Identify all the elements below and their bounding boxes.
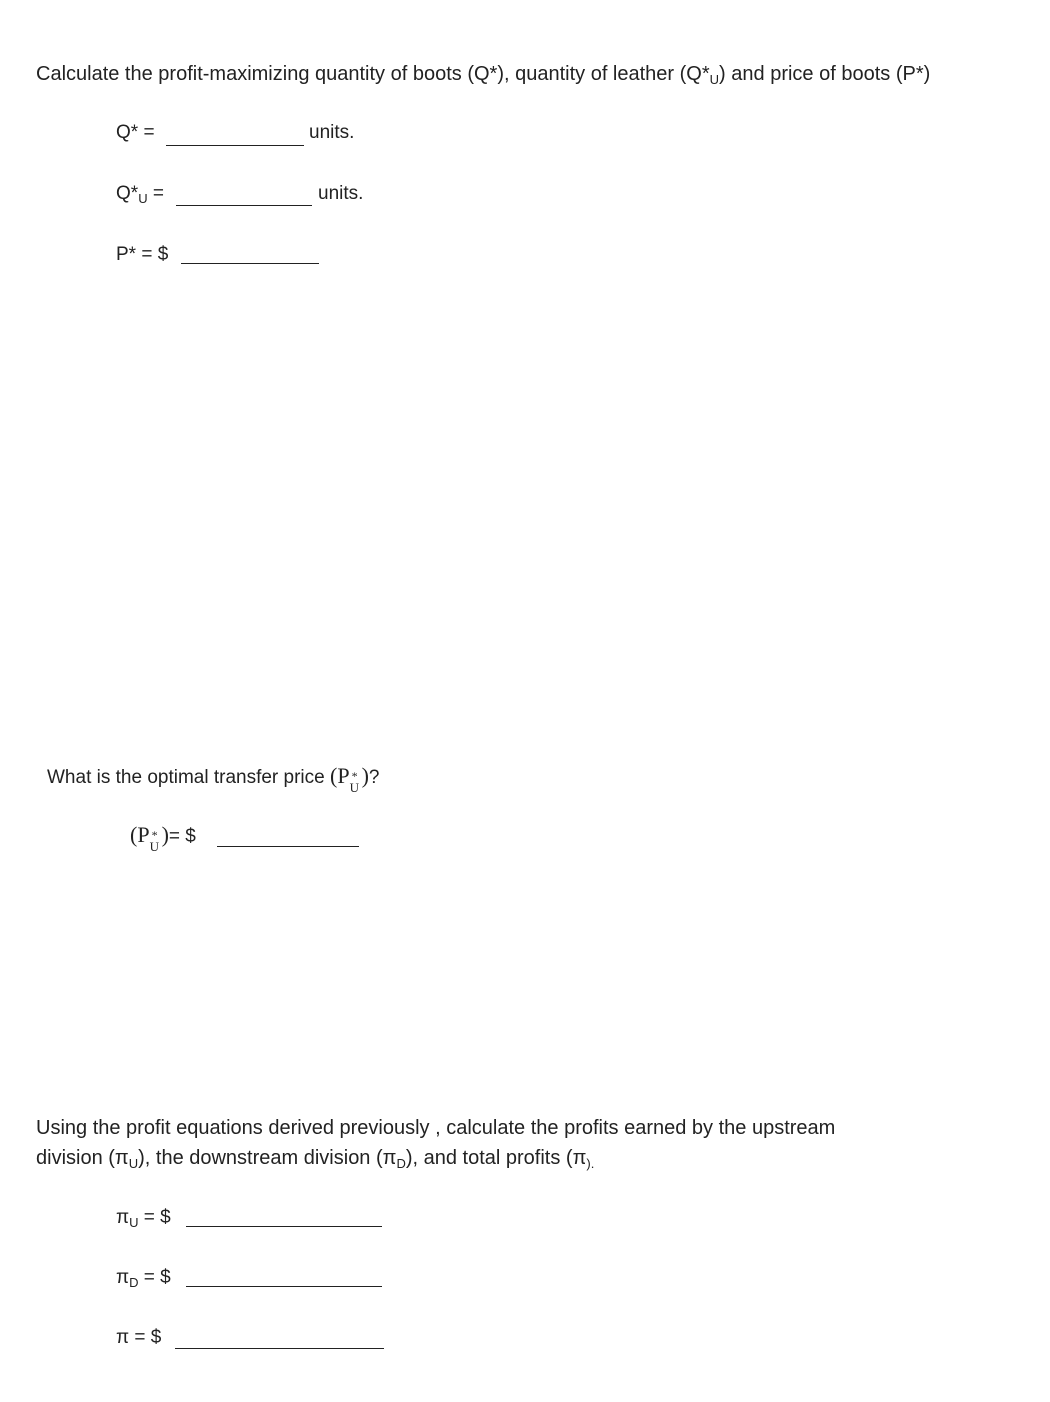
p-star-answer-blank[interactable] bbox=[181, 263, 319, 264]
q-star-units: units. bbox=[309, 122, 355, 143]
profit-total-answer-blank[interactable] bbox=[175, 1348, 384, 1349]
question-quantities: Calculate the profit-maximizing quantity of boots (Q*), quantity of leather $(Q*_U)$ and price of boots (P*) bbox=[36, 63, 931, 87]
profit-upstream-answer-blank[interactable] bbox=[186, 1226, 382, 1227]
question-transfer-price: What is the optimal transfer price (P * U )? bbox=[47, 763, 380, 795]
q-star-label: Q* = bbox=[116, 122, 155, 143]
transfer-price-answer-blank[interactable] bbox=[217, 846, 359, 847]
question-profits-line1: Using the profit equations derived previously , calculate the profits earned by the upstream bbox=[36, 1117, 836, 1139]
profit-downstream-answer-blank[interactable] bbox=[186, 1286, 382, 1287]
profit-total-label: π = $ bbox=[116, 1327, 162, 1348]
q-star-upstream-units: units. bbox=[318, 183, 364, 204]
question-profits-line2: division $(\pi_U)$, the downstream division $(\pi_D)$, and total profits ($\pi_{).}$ bbox=[36, 1147, 595, 1171]
profit-upstream-label: $\pi_U$ = $ bbox=[116, 1207, 171, 1230]
p-star-label: P* = $ bbox=[116, 244, 169, 265]
q-star-upstream-label: $Q*_U$ = bbox=[116, 183, 164, 206]
transfer-price-label: (P * U )= $ bbox=[130, 822, 196, 854]
profit-downstream-label: $\pi_D$ = $ bbox=[116, 1267, 171, 1290]
q-star-answer-blank[interactable] bbox=[166, 145, 304, 146]
q-star-upstream-answer-blank[interactable] bbox=[176, 205, 312, 206]
